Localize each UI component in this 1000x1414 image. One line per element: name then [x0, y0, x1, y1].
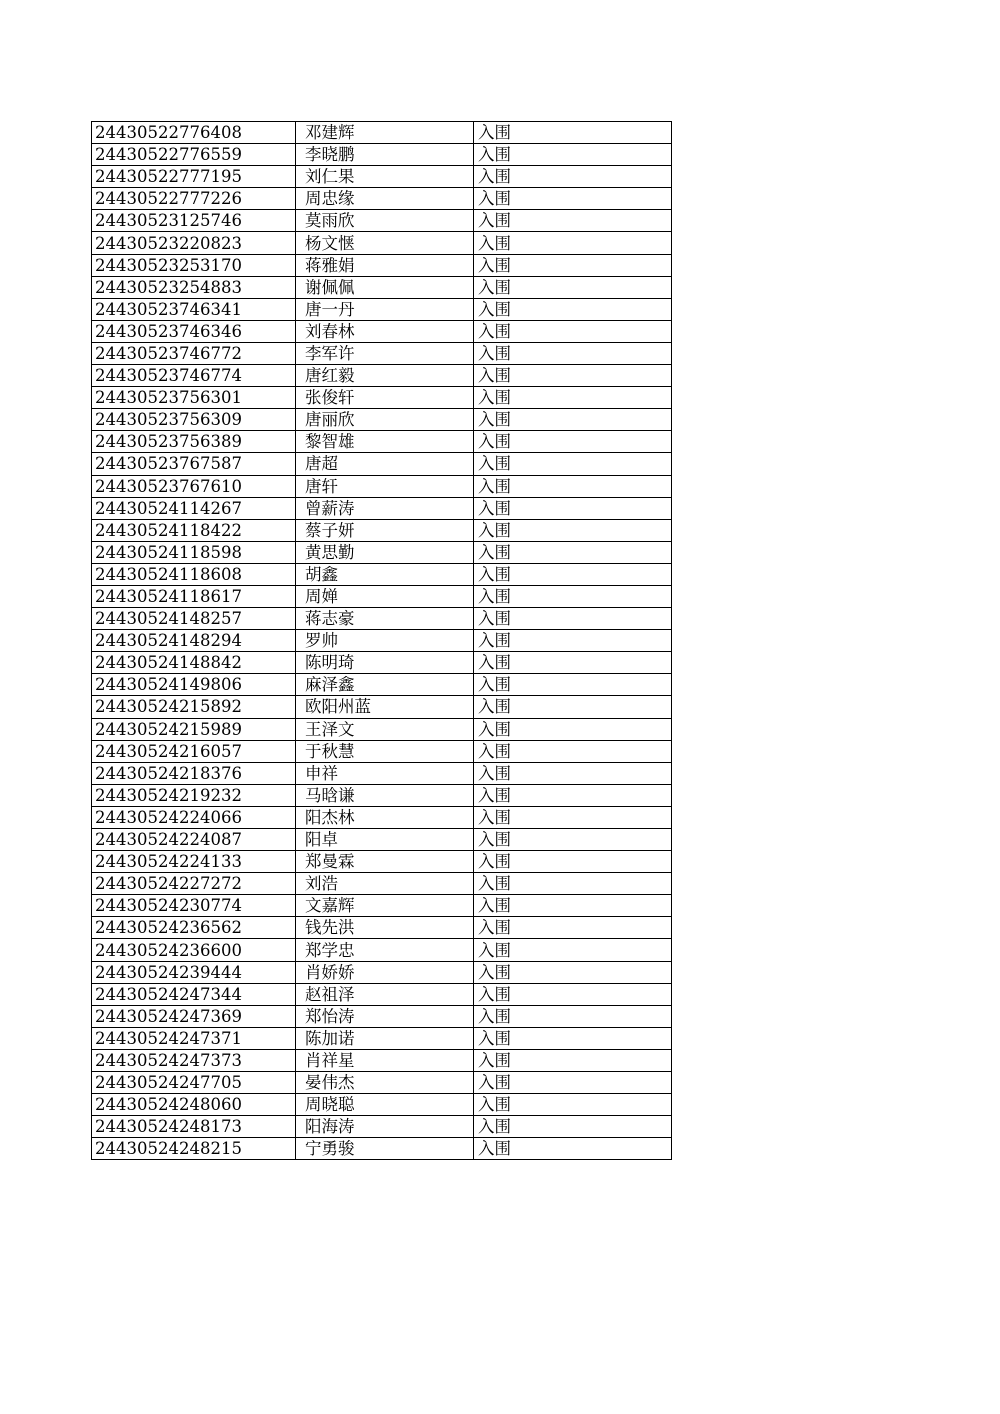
status-cell: 入围 [474, 630, 672, 652]
name-cell: 郑学忠 [296, 939, 474, 961]
status-cell: 入围 [474, 409, 672, 431]
id-cell: 24430524148842 [92, 652, 296, 674]
name-cell: 唐红毅 [296, 365, 474, 387]
table-row [92, 166, 672, 188]
name-cell: 唐超 [296, 453, 474, 475]
status-cell: 入围 [474, 1094, 672, 1116]
status-cell: 入围 [474, 276, 672, 298]
status-cell: 入围 [474, 320, 672, 342]
id-cell: 24430523767610 [92, 475, 296, 497]
status-cell: 入围 [474, 939, 672, 961]
table-row [92, 298, 672, 320]
id-cell: 24430523746346 [92, 320, 296, 342]
table-row [92, 144, 672, 166]
id-cell: 24430523746772 [92, 342, 296, 364]
table-row [92, 188, 672, 210]
status-cell: 入围 [474, 232, 672, 254]
id-cell: 24430523756309 [92, 409, 296, 431]
status-cell: 入围 [474, 188, 672, 210]
id-cell: 24430524118608 [92, 563, 296, 585]
id-cell: 24430524148257 [92, 608, 296, 630]
table-row [92, 762, 672, 784]
table-row [92, 1072, 672, 1094]
table-row [92, 519, 672, 541]
id-cell: 24430524248060 [92, 1094, 296, 1116]
id-cell: 24430522777195 [92, 166, 296, 188]
status-cell: 入围 [474, 541, 672, 563]
id-cell: 24430524149806 [92, 674, 296, 696]
table-row [92, 365, 672, 387]
id-cell: 24430524248173 [92, 1116, 296, 1138]
status-cell: 入围 [474, 762, 672, 784]
id-cell: 24430523253170 [92, 254, 296, 276]
table-row [92, 585, 672, 607]
status-cell: 入围 [474, 144, 672, 166]
status-cell: 入围 [474, 806, 672, 828]
name-cell: 文嘉辉 [296, 895, 474, 917]
name-cell: 唐丽欣 [296, 409, 474, 431]
id-cell: 24430523767587 [92, 453, 296, 475]
name-cell: 罗帅 [296, 630, 474, 652]
table-row [92, 387, 672, 409]
id-cell: 24430524247705 [92, 1072, 296, 1094]
name-cell: 陈明琦 [296, 652, 474, 674]
id-cell: 24430524224133 [92, 851, 296, 873]
table-row [92, 630, 672, 652]
id-cell: 24430524224066 [92, 806, 296, 828]
table-row [92, 497, 672, 519]
name-cell: 肖祥星 [296, 1049, 474, 1071]
name-cell: 曾薪涛 [296, 497, 474, 519]
table-row [92, 696, 672, 718]
id-cell: 24430523756389 [92, 431, 296, 453]
table-body [92, 122, 672, 1160]
name-cell: 刘仁果 [296, 166, 474, 188]
status-cell: 入围 [474, 387, 672, 409]
table-row [92, 475, 672, 497]
table-row [92, 806, 672, 828]
name-cell: 莫雨欣 [296, 210, 474, 232]
status-cell: 入围 [474, 122, 672, 144]
table-row [92, 608, 672, 630]
name-cell: 杨文惬 [296, 232, 474, 254]
id-cell: 24430524224087 [92, 829, 296, 851]
name-cell: 周婵 [296, 585, 474, 607]
status-cell: 入围 [474, 342, 672, 364]
status-cell: 入围 [474, 210, 672, 232]
table-row [92, 320, 672, 342]
id-cell: 24430524248215 [92, 1138, 296, 1160]
id-cell: 24430524247369 [92, 1005, 296, 1027]
table-row [92, 895, 672, 917]
status-cell: 入围 [474, 166, 672, 188]
status-cell: 入围 [474, 652, 672, 674]
table-row [92, 254, 672, 276]
name-cell: 唐轩 [296, 475, 474, 497]
name-cell: 麻泽鑫 [296, 674, 474, 696]
name-cell: 周忠缘 [296, 188, 474, 210]
status-cell: 入围 [474, 829, 672, 851]
id-cell: 24430524247373 [92, 1049, 296, 1071]
table-row [92, 851, 672, 873]
id-cell: 24430522776408 [92, 122, 296, 144]
id-cell: 24430524227272 [92, 873, 296, 895]
table-row [92, 718, 672, 740]
name-cell: 钱先洪 [296, 917, 474, 939]
name-cell: 刘浩 [296, 873, 474, 895]
id-cell: 24430524236562 [92, 917, 296, 939]
name-cell: 黄思勤 [296, 541, 474, 563]
table-row [92, 1027, 672, 1049]
id-cell: 24430522776559 [92, 144, 296, 166]
table-row [92, 431, 672, 453]
status-cell: 入围 [474, 497, 672, 519]
id-cell: 24430524118598 [92, 541, 296, 563]
table-row [92, 784, 672, 806]
name-cell: 蒋雅娟 [296, 254, 474, 276]
status-cell: 入围 [474, 851, 672, 873]
name-cell: 李晓鹏 [296, 144, 474, 166]
id-cell: 24430524239444 [92, 961, 296, 983]
name-cell: 郑曼霖 [296, 851, 474, 873]
status-cell: 入围 [474, 674, 672, 696]
name-cell: 马晗谦 [296, 784, 474, 806]
table-row [92, 873, 672, 895]
table-row [92, 453, 672, 475]
status-cell: 入围 [474, 585, 672, 607]
id-cell: 24430523220823 [92, 232, 296, 254]
name-cell: 宁勇骏 [296, 1138, 474, 1160]
table-row [92, 342, 672, 364]
id-cell: 24430524215892 [92, 696, 296, 718]
table-row [92, 961, 672, 983]
table-row [92, 563, 672, 585]
name-cell: 蒋志豪 [296, 608, 474, 630]
status-cell: 入围 [474, 873, 672, 895]
status-cell: 入围 [474, 519, 672, 541]
name-cell: 于秋慧 [296, 740, 474, 762]
status-cell: 入围 [474, 365, 672, 387]
status-cell: 入围 [474, 784, 672, 806]
results-table [91, 121, 672, 1160]
name-cell: 周晓聪 [296, 1094, 474, 1116]
status-cell: 入围 [474, 917, 672, 939]
table-row [92, 1094, 672, 1116]
name-cell: 肖娇娇 [296, 961, 474, 983]
id-cell: 24430523746774 [92, 365, 296, 387]
status-cell: 入围 [474, 475, 672, 497]
status-cell: 入围 [474, 608, 672, 630]
name-cell: 陈加诺 [296, 1027, 474, 1049]
table-row [92, 983, 672, 1005]
name-cell: 胡鑫 [296, 563, 474, 585]
name-cell: 邓建辉 [296, 122, 474, 144]
status-cell: 入围 [474, 961, 672, 983]
id-cell: 24430524215989 [92, 718, 296, 740]
status-cell: 入围 [474, 1072, 672, 1094]
table-row [92, 232, 672, 254]
table-row [92, 652, 672, 674]
table-row [92, 740, 672, 762]
id-cell: 24430524247371 [92, 1027, 296, 1049]
status-cell: 入围 [474, 563, 672, 585]
status-cell: 入围 [474, 1005, 672, 1027]
id-cell: 24430524148294 [92, 630, 296, 652]
table-row [92, 541, 672, 563]
table-row [92, 829, 672, 851]
name-cell: 蔡子妍 [296, 519, 474, 541]
id-cell: 24430524118422 [92, 519, 296, 541]
id-cell: 24430523746341 [92, 298, 296, 320]
status-cell: 入围 [474, 453, 672, 475]
name-cell: 晏伟杰 [296, 1072, 474, 1094]
table-row [92, 210, 672, 232]
name-cell: 申祥 [296, 762, 474, 784]
status-cell: 入围 [474, 740, 672, 762]
id-cell: 24430523756301 [92, 387, 296, 409]
id-cell: 24430522777226 [92, 188, 296, 210]
status-cell: 入围 [474, 696, 672, 718]
name-cell: 赵祖泽 [296, 983, 474, 1005]
status-cell: 入围 [474, 983, 672, 1005]
id-cell: 24430524216057 [92, 740, 296, 762]
name-cell: 阳卓 [296, 829, 474, 851]
table-row [92, 1116, 672, 1138]
name-cell: 阳杰林 [296, 806, 474, 828]
table-row [92, 122, 672, 144]
name-cell: 阳海涛 [296, 1116, 474, 1138]
status-cell: 入围 [474, 1138, 672, 1160]
results-sheet [91, 121, 672, 1160]
id-cell: 24430524236600 [92, 939, 296, 961]
id-cell: 24430524247344 [92, 983, 296, 1005]
id-cell: 24430524219232 [92, 784, 296, 806]
status-cell: 入围 [474, 1027, 672, 1049]
id-cell: 24430523254883 [92, 276, 296, 298]
status-cell: 入围 [474, 1049, 672, 1071]
table-row [92, 1138, 672, 1160]
status-cell: 入围 [474, 718, 672, 740]
status-cell: 入围 [474, 254, 672, 276]
table-row [92, 939, 672, 961]
table-row [92, 1049, 672, 1071]
status-cell: 入围 [474, 298, 672, 320]
table-row [92, 409, 672, 431]
name-cell: 欧阳州蓝 [296, 696, 474, 718]
table-row [92, 917, 672, 939]
table-row [92, 276, 672, 298]
id-cell: 24430523125746 [92, 210, 296, 232]
id-cell: 24430524218376 [92, 762, 296, 784]
table-row [92, 1005, 672, 1027]
id-cell: 24430524118617 [92, 585, 296, 607]
name-cell: 谢佩佩 [296, 276, 474, 298]
status-cell: 入围 [474, 431, 672, 453]
status-cell: 入围 [474, 1116, 672, 1138]
id-cell: 24430524230774 [92, 895, 296, 917]
name-cell: 王泽文 [296, 718, 474, 740]
name-cell: 唐一丹 [296, 298, 474, 320]
name-cell: 郑怡涛 [296, 1005, 474, 1027]
name-cell: 李军许 [296, 342, 474, 364]
status-cell: 入围 [474, 895, 672, 917]
name-cell: 张俊轩 [296, 387, 474, 409]
table-row [92, 674, 672, 696]
name-cell: 刘春林 [296, 320, 474, 342]
name-cell: 黎智雄 [296, 431, 474, 453]
id-cell: 24430524114267 [92, 497, 296, 519]
